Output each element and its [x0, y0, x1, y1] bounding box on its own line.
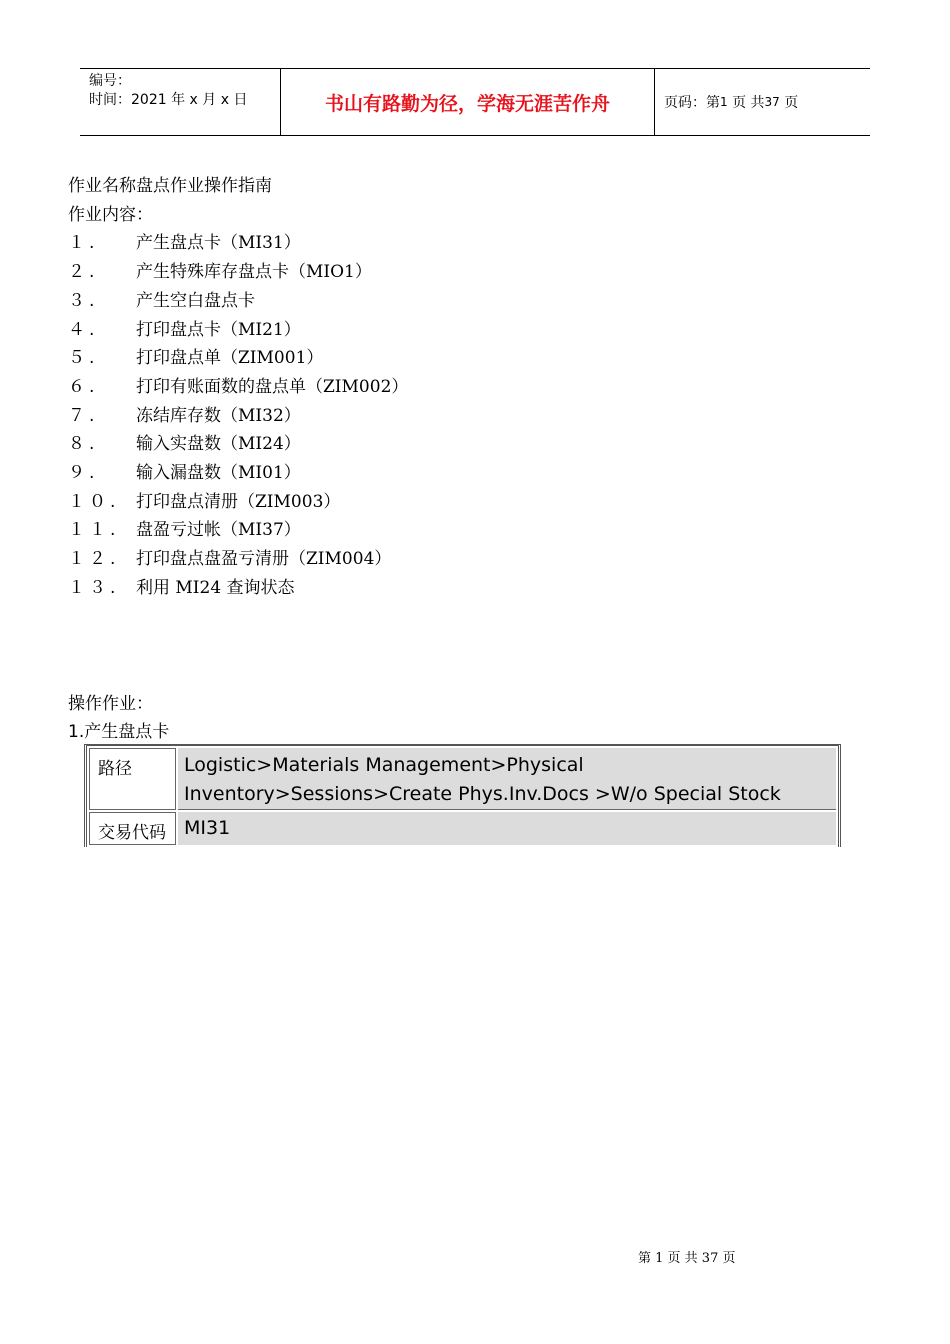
operation-label: 操作作业： [68, 694, 153, 714]
list-item [68, 229, 408, 258]
table-row [89, 812, 836, 845]
section-heading [68, 718, 169, 746]
content-label: 作业内容： [68, 204, 153, 225]
list-item-number: １３. [68, 577, 120, 598]
list-item-text: 打印盘点单（ZIM001） [136, 348, 324, 369]
list-item-text: 打印盘点清册（ZIM003） [136, 491, 341, 512]
table-row [89, 748, 836, 810]
document-title: 作业名称盘点作业操作指南 [68, 176, 272, 196]
section-title: 产生盘点卡 [84, 722, 170, 742]
header-meta [80, 69, 281, 135]
document-date: 时间：2021 年 x 月 x 日 [89, 92, 248, 108]
list-item-text: 产生盘点卡（MI31） [136, 233, 301, 254]
path-label: 路径 [89, 748, 176, 810]
list-item-text: 打印有账面数的盘点单（ZIM002） [136, 376, 409, 397]
list-item [68, 344, 408, 373]
list-item-number: ２. [68, 262, 99, 283]
section-number: 1. [68, 722, 85, 742]
list-item-text: 输入实盘数（MI24） [136, 434, 301, 455]
list-item-number: ５. [68, 348, 99, 369]
header-page-info [655, 69, 870, 135]
list-item-number: ８. [68, 434, 99, 455]
list-item [68, 402, 408, 431]
path-value-line2: Inventory>Sessions>Create Phys.Inv.Docs >W/o Special Stock [184, 783, 781, 805]
list-item-text: 打印盘点盘盈亏清册（ZIM004） [136, 549, 392, 570]
code-label: 交易代码 [89, 812, 176, 845]
list-item-text: 利用 MI24 查询状态 [136, 577, 295, 598]
list-item-text: 产生空白盘点卡 [136, 290, 255, 311]
operation-section [68, 690, 169, 746]
list-item-number: ７. [68, 405, 99, 426]
list-item [68, 287, 408, 316]
page-suffix: 页 [784, 95, 799, 111]
header-motto: 书山有路勤为径，学海无涯苦作舟 [281, 69, 655, 135]
list-item [68, 516, 408, 545]
code-value: MI31 [178, 812, 836, 845]
list-item [68, 258, 408, 287]
list-item-number: １. [68, 233, 99, 254]
route-table [84, 744, 841, 847]
list-item-text: 产生特殊库存盘点卡（MIO1） [136, 262, 372, 283]
list-item-number: ６. [68, 376, 99, 397]
page-number: 1 [720, 95, 728, 109]
list-item-number: ３. [68, 290, 99, 311]
document-number-label: 编号： [89, 73, 131, 89]
list-item-number: ４. [68, 319, 99, 340]
list-item [68, 459, 408, 488]
list-item-number: １２. [68, 549, 120, 570]
path-value-line1: Logistic>Materials Management>Physical [184, 754, 584, 776]
list-item-text: 输入漏盘数（MI01） [136, 463, 301, 484]
list-item-number: ９. [68, 463, 99, 484]
list-item [68, 545, 408, 574]
path-value [178, 748, 836, 810]
list-item [68, 430, 408, 459]
list-item [68, 373, 408, 402]
list-item-text: 盘盈亏过帐（MI37） [136, 520, 301, 541]
page-prefix: 页码：第 [664, 95, 720, 111]
list-item-text: 打印盘点卡（MI21） [136, 319, 301, 340]
list-item-number: １０. [68, 491, 120, 512]
page-total: 37 [764, 95, 780, 109]
page-header [80, 68, 870, 136]
page-footer: 第 1 页 共 37 页 [638, 1251, 736, 1266]
page-mid: 页 共 [732, 95, 765, 111]
document-body [68, 172, 408, 603]
task-list [68, 229, 408, 602]
list-item [68, 316, 408, 345]
list-item [68, 488, 408, 517]
list-item-number: １１. [68, 520, 120, 541]
list-item [68, 574, 408, 603]
list-item-text: 冻结库存数（MI32） [136, 405, 301, 426]
